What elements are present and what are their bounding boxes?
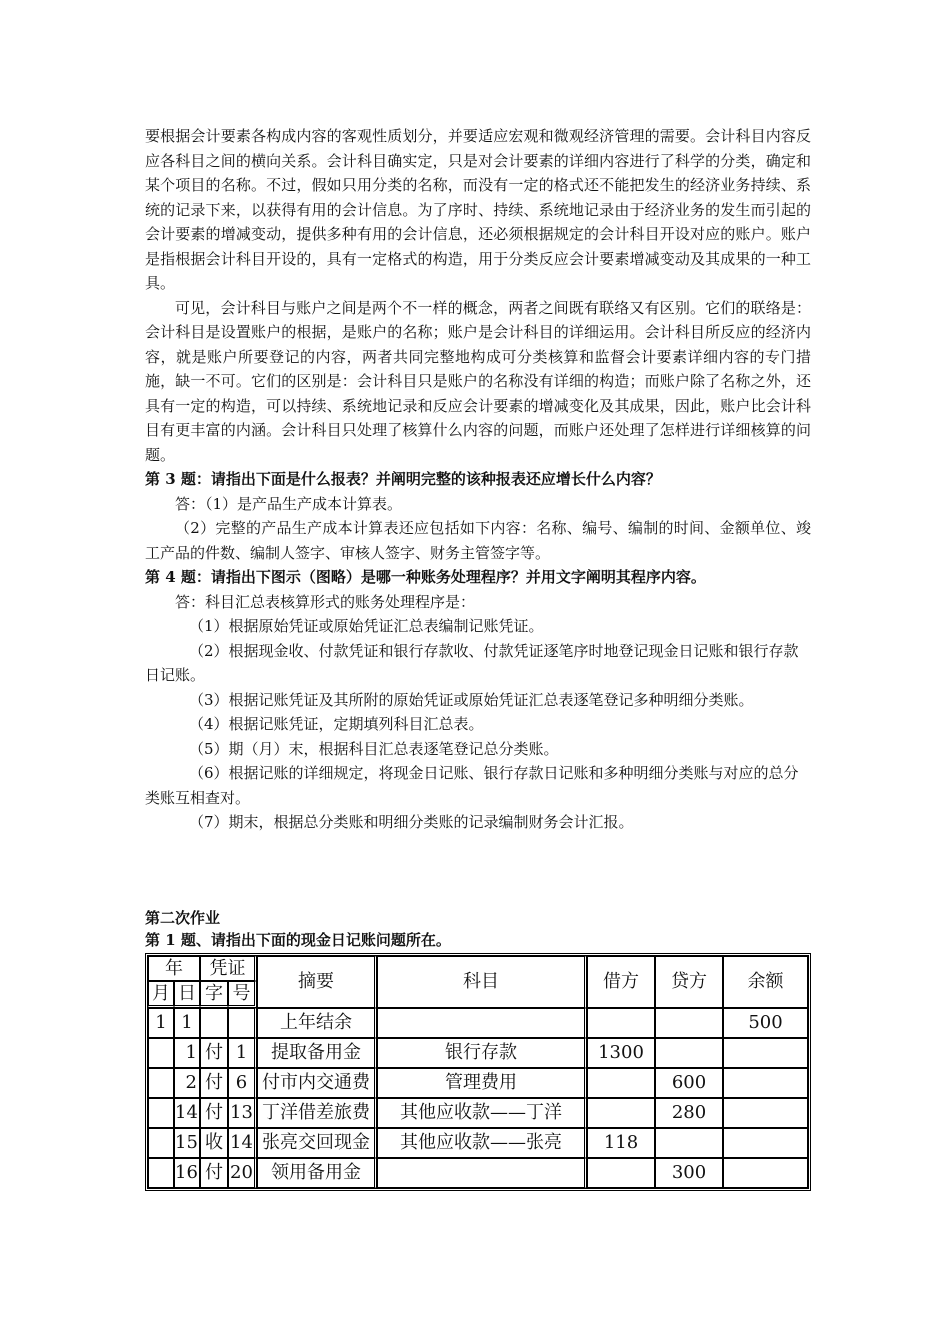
question-4-step: （5）期（月）末，根据科目汇总表逐笔登记总分类账。 xyxy=(189,739,559,758)
cell-day: 1 xyxy=(174,1038,200,1068)
question-4-step: （6）根据记账的详细规定，将现金日记账、银行存款日记账和多种明细分类账与对应的总分类账互相查对。 xyxy=(145,764,799,807)
table-row xyxy=(148,1128,808,1158)
header-credit: 贷方 xyxy=(655,956,723,1008)
cell-credit xyxy=(655,1038,723,1068)
cell-balance xyxy=(723,1128,808,1158)
cell-month xyxy=(148,1098,174,1128)
table-row xyxy=(148,1158,808,1188)
cell-word: 付 xyxy=(200,1038,228,1068)
cell-account: 管理费用 xyxy=(377,1068,587,1098)
cell-account: 其他应收款——张亮 xyxy=(377,1128,587,1158)
cell-credit: 280 xyxy=(655,1098,723,1128)
cell-credit: 300 xyxy=(655,1158,723,1188)
header-year: 年 xyxy=(148,956,200,981)
cell-word: 付 xyxy=(200,1158,228,1188)
cell-month xyxy=(148,1158,174,1188)
cell-number: 14 xyxy=(228,1128,257,1158)
spacer xyxy=(145,835,811,907)
cash-journal-table xyxy=(145,953,811,1191)
cell-month xyxy=(148,1128,174,1158)
header-account: 科目 xyxy=(377,956,587,1008)
cell-balance xyxy=(723,1068,808,1098)
table-row xyxy=(148,1068,808,1098)
question-4-title: 第 4 题：请指出下图示（图略）是哪一种账务处理程序？并用文字阐明其程序内容。 xyxy=(145,568,706,586)
cell-summary: 领用备用金 xyxy=(257,1158,377,1188)
cell-summary: 付市内交通费 xyxy=(257,1068,377,1098)
header-month: 月 xyxy=(148,981,174,1008)
cell-day: 1 xyxy=(174,1008,200,1038)
cell-number xyxy=(228,1008,257,1038)
cell-month xyxy=(148,1038,174,1068)
cell-balance xyxy=(723,1158,808,1188)
cell-day: 2 xyxy=(174,1068,200,1098)
question-4-step: （3）根据记账凭证及其所附的原始凭证或原始凭证汇总表逐笔登记多种明细分类账。 xyxy=(189,690,754,709)
section-2-title: 第二次作业 xyxy=(145,908,221,927)
cell-summary: 张亮交回现金 xyxy=(257,1128,377,1158)
question-3-answer-2: （2）完整的产品生产成本计算表还应包括如下内容：名称、编号、编制的时间、金额单位、竣工产品的件数、编制人签字、审核人签字、财务主管签字等。 xyxy=(145,519,811,562)
cell-account xyxy=(377,1008,587,1038)
cell-summary: 上年结余 xyxy=(257,1008,377,1038)
cell-credit xyxy=(655,1008,723,1038)
cell-day: 15 xyxy=(174,1128,200,1158)
cell-debit xyxy=(587,1008,655,1038)
cell-month xyxy=(148,1068,174,1098)
question-4-step: （7）期末，根据总分类账和明细分类账的记录编制财务会计汇报。 xyxy=(189,813,634,831)
cell-balance: 500 xyxy=(723,1008,808,1038)
header-number: 号 xyxy=(228,981,257,1008)
cell-month: 1 xyxy=(148,1008,174,1038)
paragraph-1: 要根据会计要素各构成内容的客观性质划分，并要适应宏观和微观经济管理的需要。会计科目内容反应各科目之间的横向关系。会计科目确实定，只是对会计要素的详细内容进行了科学的分类，确定和某个项目的名称。不过，假如只用分类的名称，而没有一定的格式还不能把发生的经济业务持续、系统的记录下来，以获得有用的会计信息。为了序时、持续、系统地记录由于经济业务的发生而引起的会计要素的增减变动，提供多种有用的会计信息，还必须根据规定的会计科目开设对应的账户。账户是指根据会计科目开设的，具有一定格式的构造，用于分类反应会计要素增减变动及其成果的一种工具。 xyxy=(145,127,811,292)
cell-word: 付 xyxy=(200,1068,228,1098)
cell-debit xyxy=(587,1098,655,1128)
cell-day: 16 xyxy=(174,1158,200,1188)
cell-number: 6 xyxy=(228,1068,257,1098)
header-summary: 摘要 xyxy=(257,956,377,1008)
document-page xyxy=(145,124,811,1191)
cell-balance xyxy=(723,1098,808,1128)
table-row xyxy=(148,1098,808,1128)
cell-debit: 1300 xyxy=(587,1038,655,1068)
cell-word: 付 xyxy=(200,1098,228,1128)
header-day: 日 xyxy=(174,981,200,1008)
cell-credit xyxy=(655,1128,723,1158)
header-balance: 余额 xyxy=(723,956,808,1008)
cell-credit: 600 xyxy=(655,1068,723,1098)
question-4-step: （1）根据原始凭证或原始凭证汇总表编制记账凭证。 xyxy=(189,617,544,635)
cell-number: 20 xyxy=(228,1158,257,1188)
cell-summary: 丁洋借差旅费 xyxy=(257,1098,377,1128)
cell-account: 银行存款 xyxy=(377,1038,587,1068)
header-word: 字 xyxy=(200,981,228,1008)
cell-account: 其他应收款——丁洋 xyxy=(377,1098,587,1128)
cell-debit: 118 xyxy=(587,1128,655,1158)
cell-account xyxy=(377,1158,587,1188)
paragraph-2: 可见，会计科目与账户之间是两个不一样的概念，两者之间既有联络又有区别。它们的联络是：会计科目是设置账户的根据，是账户的名称；账户是会计科目的详细运用。会计科目所反应的经济内容，就是账户所要登记的内容，两者共同完整地构成可分类核算和监督会计要素详细内容的专门措施，缺一不可。它们的区别是：会计科目只是账户的名称没有详细的构造；而账户除了名称之外，还具有一定的构造，可以持续、系统地记录和反应会计要素的增减变化及其成果，因此，账户比会计科目有更丰富的内涵。会计科目只处理了核算什么内容的问题，而账户还处理了怎样进行详细核算的问题。 xyxy=(145,298,811,464)
question-4-step: （4）根据记账凭证，定期填列科目汇总表。 xyxy=(189,715,484,733)
cell-balance xyxy=(723,1038,808,1068)
table-row xyxy=(148,1008,808,1038)
cell-number: 1 xyxy=(228,1038,257,1068)
cell-debit xyxy=(587,1158,655,1188)
cell-word xyxy=(200,1008,228,1038)
question-3-answer-1: 答：（1）是产品生产成本计算表。 xyxy=(175,494,403,513)
cell-summary: 提取备用金 xyxy=(257,1038,377,1068)
question-4-answer: 答：科目汇总表核算形式的账务处理程序是： xyxy=(175,592,476,611)
cell-day: 14 xyxy=(174,1098,200,1128)
section-2-question-1-title: 第 1 题、请指出下面的现金日记账问题所在。 xyxy=(145,930,451,949)
cell-number: 13 xyxy=(228,1098,257,1128)
table-row xyxy=(148,1038,808,1068)
question-3-title: 第 3 题：请指出下面是什么报表？并阐明完整的该种报表还应增长什么内容？ xyxy=(145,470,661,488)
cell-word: 收 xyxy=(200,1128,228,1158)
header-voucher: 凭证 xyxy=(200,956,257,981)
header-debit: 借方 xyxy=(587,956,655,1008)
cell-debit xyxy=(587,1068,655,1098)
question-4-step: （2）根据现金收、付款凭证和银行存款收、付款凭证逐笔序时地登记现金日记账和银行存款日记账。 xyxy=(145,641,799,684)
